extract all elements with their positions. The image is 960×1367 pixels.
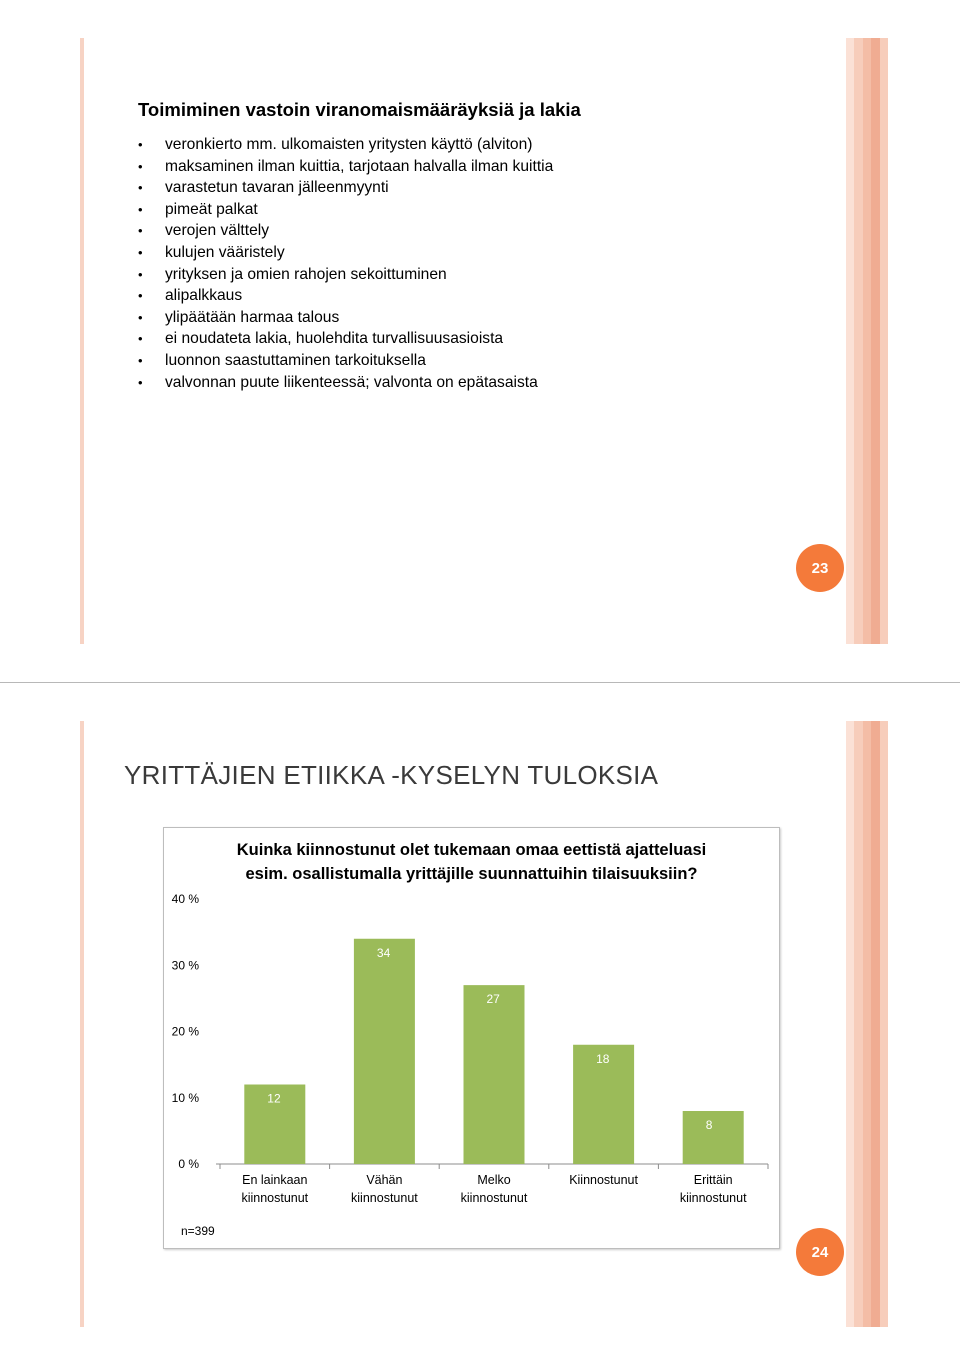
x-tick-label: kiinnostunut	[351, 1191, 418, 1205]
y-tick-label: 40 %	[171, 892, 199, 906]
list-item: • valvonnan puute liikenteessä; valvonta on epätasaista	[138, 372, 553, 394]
data-label: 27	[486, 992, 500, 1007]
page-number-badge: 23	[796, 544, 844, 592]
bar	[464, 985, 525, 1164]
bar-chart	[164, 828, 779, 1248]
x-tick-label: En lainkaan	[242, 1173, 308, 1187]
x-tick-label: kiinnostunut	[679, 1191, 747, 1205]
data-label: 18	[596, 1051, 610, 1066]
slide-title: YRITTÄJIEN ETIIKKA -KYSELYN TULOKSIA	[124, 760, 659, 790]
x-tick-label: Vähän	[366, 1173, 403, 1187]
list-item: • veronkierto mm. ulkomaisten yritysten käyttö (alviton)	[138, 134, 553, 156]
list-item: • yrityksen ja omien rahojen sekoittuminen	[138, 264, 553, 286]
list-item: • varastetun tavaran jälleenmyynti	[138, 177, 553, 199]
list-item: • verojen välttely	[138, 220, 553, 242]
y-tick-label: 0 %	[178, 1157, 199, 1171]
left-accent-bar	[80, 721, 84, 1327]
list-item: • ei noudateta lakia, huolehdita turvallisuusasioista	[138, 328, 553, 350]
list-item: • kulujen vääristely	[138, 242, 553, 264]
bar	[354, 939, 415, 1164]
x-tick-label: kiinnostunut	[460, 1191, 528, 1205]
list-item: • maksaminen ilman kuittia, tarjotaan halvalla ilman kuittia	[138, 156, 553, 178]
slide-23	[0, 0, 960, 683]
x-tick-label: Erittäin	[693, 1173, 733, 1187]
chart-title-line: esim. osallistumalla yrittäjille suunnattuihin tilaisuuksiin?	[245, 865, 698, 883]
list-item: • pimeät palkat	[138, 199, 553, 221]
x-tick-label: kiinnostunut	[241, 1191, 309, 1205]
x-tick-label: Kiinnostunut	[569, 1173, 639, 1187]
y-tick-label: 20 %	[171, 1024, 199, 1039]
list-item: • luonnon saastuttaminen tarkoituksella	[138, 350, 553, 372]
data-label: 34	[376, 945, 391, 960]
data-label: 8	[705, 1118, 713, 1132]
page-number-badge: 24	[796, 1228, 844, 1276]
chart-title-line: Kuinka kiinnostunut olet tukemaan omaa eettistä ajatteluasi	[236, 841, 707, 859]
x-tick-label: Melko	[477, 1173, 511, 1187]
y-tick-label: 30 %	[171, 958, 199, 973]
left-accent-bar	[80, 38, 84, 644]
bullet-list	[138, 134, 553, 393]
y-tick-label: 10 %	[171, 1090, 199, 1105]
list-item: • alipalkkaus	[138, 285, 553, 307]
slide-title: Toimiminen vastoin viranomaismääräyksiä ja lakia	[138, 99, 581, 120]
chart-container	[163, 827, 780, 1249]
bar	[683, 1111, 744, 1164]
list-item: • ylipäätään harmaa talous	[138, 307, 553, 329]
right-stripe-decoration	[846, 38, 888, 644]
data-label: 12	[267, 1091, 281, 1106]
right-stripe-decoration	[846, 721, 888, 1327]
sample-size-note: n=399	[181, 1224, 215, 1238]
